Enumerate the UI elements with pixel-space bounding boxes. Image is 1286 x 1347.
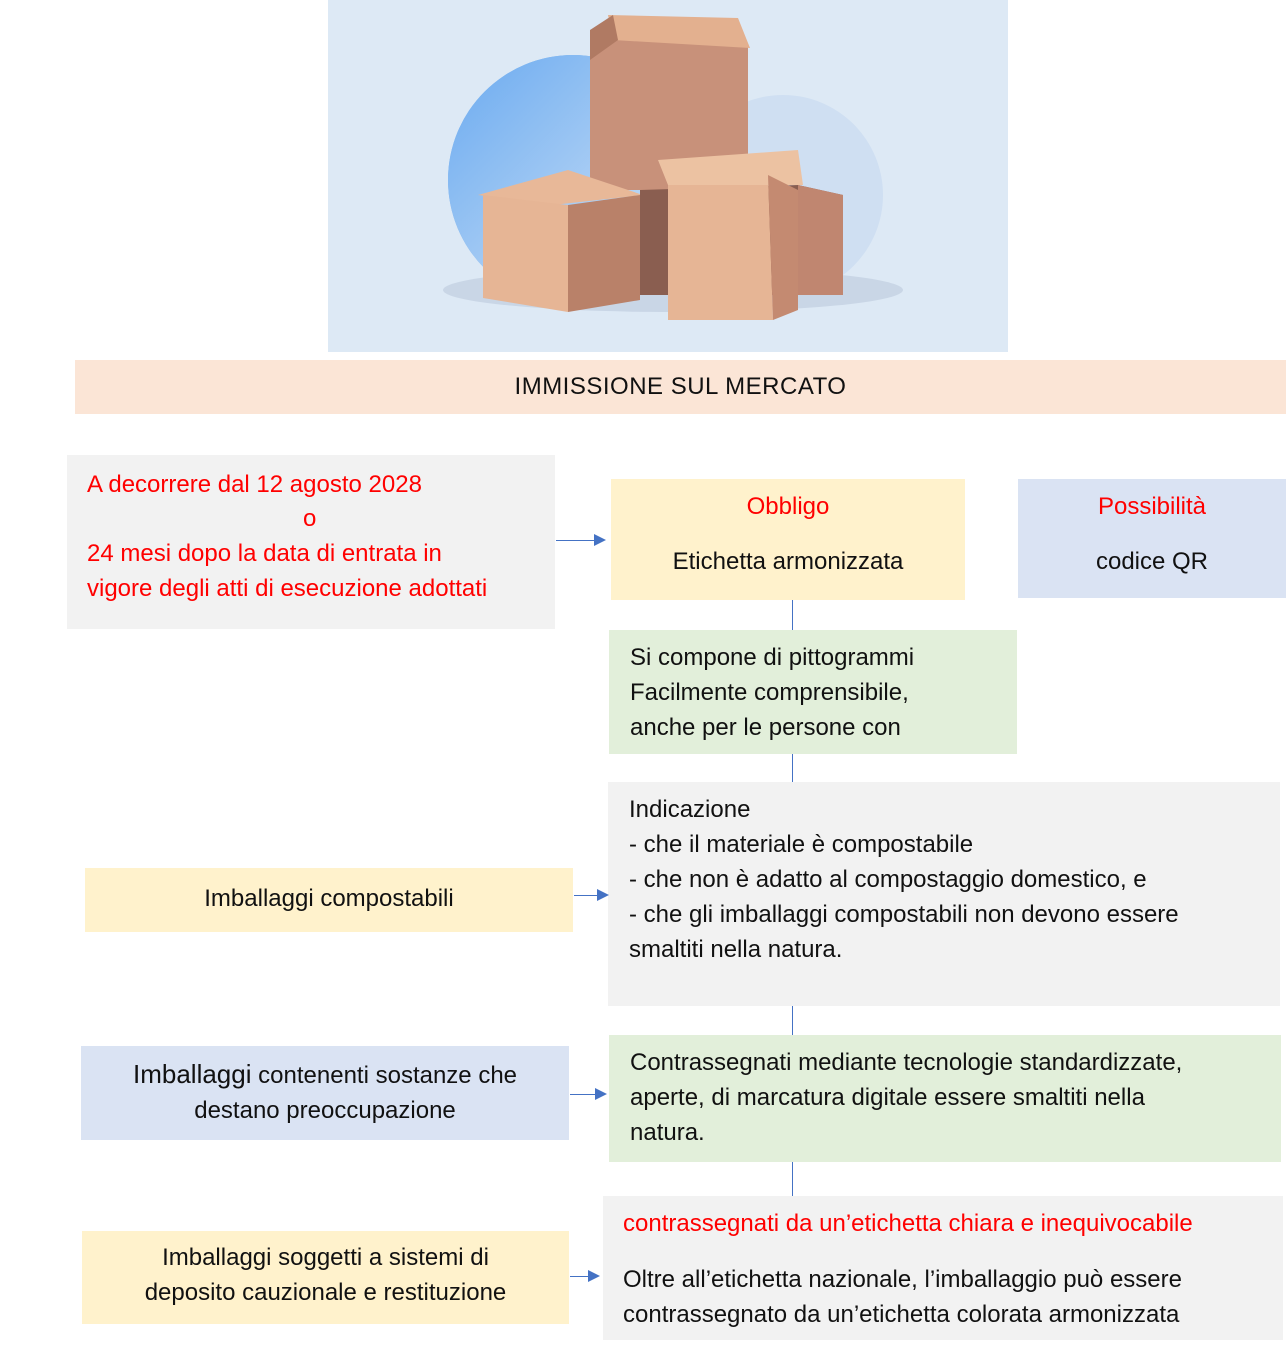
indicazione-box xyxy=(608,782,1280,1006)
arrow-connector xyxy=(556,540,604,541)
text-line: - che non è adatto al compostaggio domestico, e xyxy=(629,866,1147,893)
connector-line xyxy=(792,1006,793,1035)
pittogrammi-box xyxy=(609,630,1017,754)
text-line: Si compone di pittogrammi xyxy=(630,644,915,671)
possibilita-box xyxy=(1018,479,1286,598)
text-line: smaltiti nella natura. xyxy=(629,936,843,963)
connector-line xyxy=(792,1162,793,1196)
connector-line xyxy=(792,600,793,630)
possibilita-title: Possibilità xyxy=(1097,493,1207,520)
text-line: Facilmente comprensibile, xyxy=(630,679,909,706)
obbligo-text: Etichetta armonizzata xyxy=(672,548,904,575)
date-line: vigore degli atti di esecuzione adottati xyxy=(87,575,488,602)
text-line: deposito cauzionale e restituzione xyxy=(144,1279,507,1306)
obbligo-title: Obbligo xyxy=(746,493,830,520)
text-line: - che gli imballaggi compostabili non devono essere xyxy=(629,901,1179,928)
boxes-illustration xyxy=(328,0,1008,352)
text-line: Oltre all’etichetta nazionale, l’imballaggio può essere xyxy=(623,1266,1182,1293)
text-line: anche per le persone con xyxy=(630,714,901,741)
possibilita-text: codice QR xyxy=(1095,548,1209,575)
obbligo-box xyxy=(611,479,965,600)
deposito-box xyxy=(82,1231,569,1324)
text-line: - che il materiale è compostabile xyxy=(629,831,974,858)
text-line: contrassegnato da un’etichetta colorata armonizzata xyxy=(623,1301,1180,1328)
text-line: aperte, di marcatura digitale essere smaltiti nella xyxy=(630,1084,1145,1111)
text-line: natura. xyxy=(630,1119,705,1146)
arrow-connector xyxy=(574,895,607,896)
banner-immissione-sul-mercato: IMMISSIONE SUL MERCATO xyxy=(75,360,1286,414)
date-or: o xyxy=(303,505,317,532)
text-line: destano preoccupazione xyxy=(194,1097,456,1124)
text-part: contenenti sostanze che xyxy=(251,1062,518,1089)
contrassegnati-box xyxy=(609,1035,1281,1162)
etichetta-title: contrassegnati da un’etichetta chiara e inequivocabile xyxy=(623,1210,1193,1237)
text-line: Contrassegnati mediante tecnologie standardizzate, xyxy=(630,1049,1183,1076)
text-line: Imballaggi soggetti a sistemi di xyxy=(162,1244,489,1271)
date-line: A decorrere dal 12 agosto 2028 xyxy=(87,471,422,498)
compostabili-box: Imballaggi compostabili xyxy=(85,868,573,932)
date-box xyxy=(67,455,555,629)
text-line: Indicazione xyxy=(629,796,751,823)
date-line: 24 mesi dopo la data di entrata in xyxy=(87,540,442,567)
arrow-connector xyxy=(570,1276,598,1277)
arrow-connector xyxy=(570,1094,605,1095)
etichetta-box xyxy=(603,1196,1283,1340)
connector-line xyxy=(792,754,793,782)
sostanze-box xyxy=(81,1046,569,1140)
text-part: Imballaggi xyxy=(132,1059,252,1089)
